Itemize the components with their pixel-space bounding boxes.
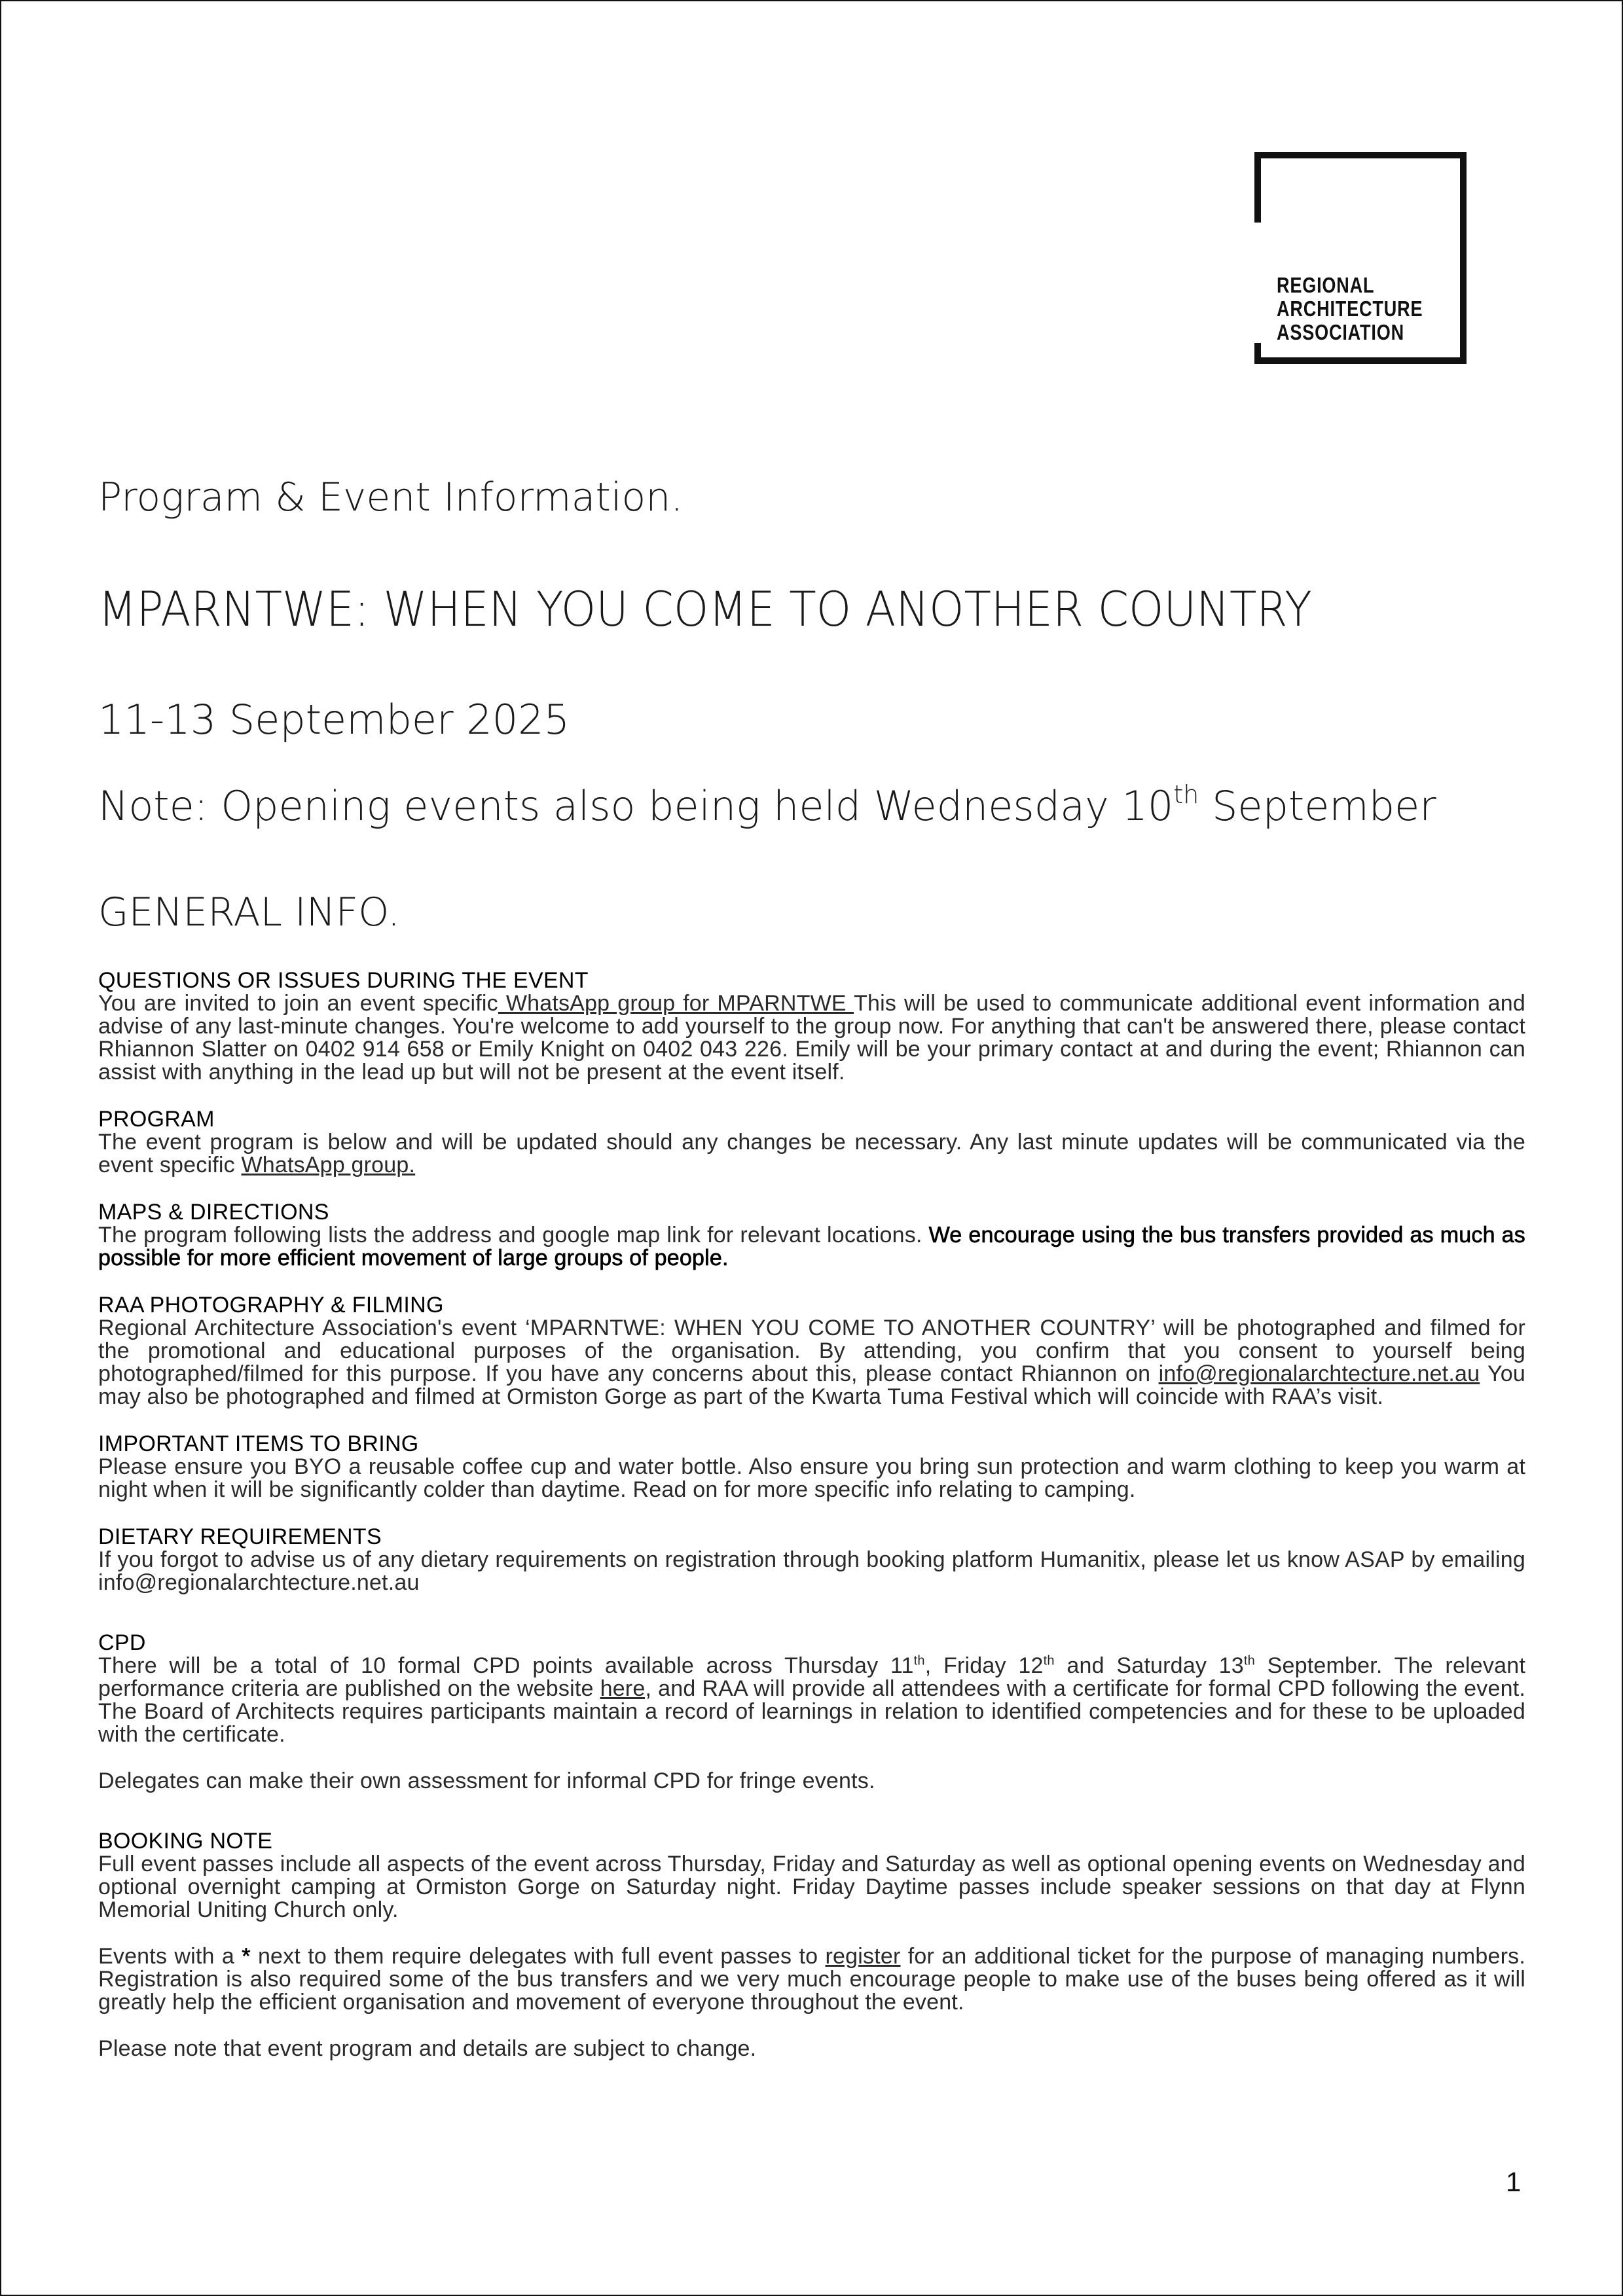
document-body — [98, 458, 1525, 2060]
cpd-sup-2: th — [1043, 1653, 1055, 1668]
cpd-section — [98, 1631, 1525, 1793]
booking-text-a: Events with a — [98, 1944, 242, 1969]
info-email-link[interactable]: info@regionalarchtecture.net.au — [1158, 1361, 1480, 1386]
opening-note — [98, 767, 1525, 846]
booking-text-c: for an additional ticket for the purpose of managing numbers. Registration is also required some of the bus transfers and we very much encourage people to make use of the buses being offered as it will greatly help the efficient organisation and movement of everyone throughout the event. — [98, 1944, 1525, 2015]
dietary-section — [98, 1525, 1525, 1594]
logo-line-3: ASSOCIATION — [1277, 320, 1404, 344]
photography-heading: RAA PHOTOGRAPHY & FILMING — [98, 1293, 444, 1318]
logo-line-2: ARCHITECTURE — [1277, 296, 1423, 321]
booking-heading: BOOKING NOTE — [98, 1829, 273, 1854]
maps-bold-text: We encourage using the bus transfers provided as much as possible for more efficient movement of large groups of people. — [98, 1223, 1525, 1270]
program-text: The event program is below and will be updated should any changes be necessary. Any last minute updates will be communicated via the event specific — [98, 1130, 1525, 1177]
cpd-informal-paragraph: Delegates can make their own assessment for informal CPD for fringe events. — [98, 1768, 875, 1793]
cpd-paragraph — [98, 1655, 1525, 1746]
questions-text-1: You are invited to join an event specific — [98, 991, 498, 1016]
opening-note-suffix: September — [1199, 782, 1436, 830]
cpd-here-link[interactable]: here, — [600, 1676, 652, 1701]
dietary-paragraph: If you forgot to advise us of any dietary requirements on registration through booking platform Humanitix, please let us know ASAP by emailing info@regionalarchtecture.net.au — [98, 1547, 1525, 1595]
cpd-text-b: , Friday 12 — [924, 1653, 1044, 1678]
program-section — [98, 1107, 1525, 1177]
raa-logo — [1254, 152, 1467, 364]
booking-paragraph-1: Full event passes include all aspects of the event across Thursday, Friday and Saturday as well as optional opening events on Wednesday and optional overnight camping at Ormiston Gorge on Saturday night. Friday Daytime passes include speaker sessions on that day at Flynn Memorial Uniting Church only. — [98, 1852, 1525, 1922]
cpd-heading: CPD — [98, 1630, 146, 1655]
cpd-sup-3: th — [1243, 1653, 1255, 1668]
booking-section — [98, 1829, 1525, 2060]
cpd-sup-1: th — [913, 1653, 925, 1668]
event-title: MPARNTWE: WHEN YOU COME TO ANOTHER COUNTRY — [98, 582, 1312, 637]
event-dates: 11-13 September 2025 — [98, 696, 570, 744]
cpd-text-c: and Saturday 13 — [1054, 1653, 1244, 1678]
dietary-heading: DIETARY REQUIREMENTS — [98, 1524, 382, 1549]
cpd-text-d: September. The relevant performance criteria are published on the website — [98, 1653, 1525, 1701]
photography-section — [98, 1293, 1525, 1408]
general-info-heading: GENERAL INFO. — [98, 889, 400, 935]
page-number: 1 — [1506, 2166, 1522, 2197]
page-subtitle: Program & Event Information. — [98, 475, 684, 520]
photography-text-2: You may also be photographed and filmed at Ormiston Gorge as part of the Kwarta Tuma Festival which will coincide with RAA’s visit. — [98, 1361, 1525, 1409]
items-section — [98, 1432, 1525, 1501]
maps-heading: MAPS & DIRECTIONS — [98, 1200, 329, 1225]
maps-paragraph — [98, 1224, 1525, 1270]
questions-heading: QUESTIONS OR ISSUES DURING THE EVENT — [98, 968, 589, 993]
maps-text: The program following lists the address and google map link for relevant locations. — [98, 1223, 929, 1247]
booking-star: * — [242, 1944, 251, 1969]
opening-note-text: Note: Opening events also being held Wednesday 10 — [98, 782, 1174, 830]
booking-paragraph-3: Please note that event program and details are subject to change. — [98, 2036, 757, 2061]
items-paragraph: Please ensure you BYO a reusable coffee cup and water bottle. Also ensure you bring sun protection and warm clothing to keep you warm at night when it will be significantly colder than daytime. Read on for more specific info relating to camping. — [98, 1454, 1525, 1502]
register-link[interactable]: register — [825, 1944, 901, 1969]
program-whatsapp-link[interactable]: WhatsApp group. — [241, 1153, 416, 1177]
photography-text-1: Regional Architecture Association's event ‘MPARNTWE: WHEN YOU COME TO ANOTHER COUNTRY’ will be photographed and filmed for the promotional and educational purposes of the organisation. By attending, you confirm that you consent to yourself being photographed/filmed for this purpose. If you have any concerns about this, please contact Rhiannon on — [98, 1316, 1525, 1386]
cpd-text-a: There will be a total of 10 formal CPD points available across Thursday 11 — [98, 1653, 914, 1678]
logo-line-1: REGIONAL — [1277, 273, 1375, 297]
booking-paragraph-2 — [98, 1945, 1525, 2014]
items-heading: IMPORTANT ITEMS TO BRING — [98, 1431, 419, 1456]
maps-section — [98, 1200, 1525, 1270]
photography-paragraph — [98, 1317, 1525, 1408]
cpd-text-e: and RAA will provide all attendees with a certificate for formal CPD following the event. The Board of Architects requires participants maintain a record of learnings in relation to identified competencies and for these to be uploaded with the certificate. — [98, 1676, 1525, 1747]
questions-paragraph — [98, 992, 1525, 1084]
whatsapp-group-link[interactable]: WhatsApp group for MPARNTWE — [498, 991, 854, 1016]
program-heading: PROGRAM — [98, 1107, 215, 1132]
program-paragraph — [98, 1131, 1525, 1177]
opening-note-sup: th — [1173, 780, 1199, 810]
questions-section — [98, 969, 1525, 1084]
questions-text-2: This will be used to communicate additional event information and advise of any last-minute changes. You're welcome to add yourself to the group now. For anything that can't be answered there, please contact Rhiannon Slatter on 0402 914 658 or Emily Knight on 0402 043 226. Emily will be your primary contact at and during the event; Rhiannon can assist with anything in the lead up but will not be present at the event itself. — [98, 991, 1525, 1085]
logo-wordmark — [1277, 274, 1423, 344]
booking-text-b: next to them require delegates with full event passes to — [250, 1944, 826, 1969]
